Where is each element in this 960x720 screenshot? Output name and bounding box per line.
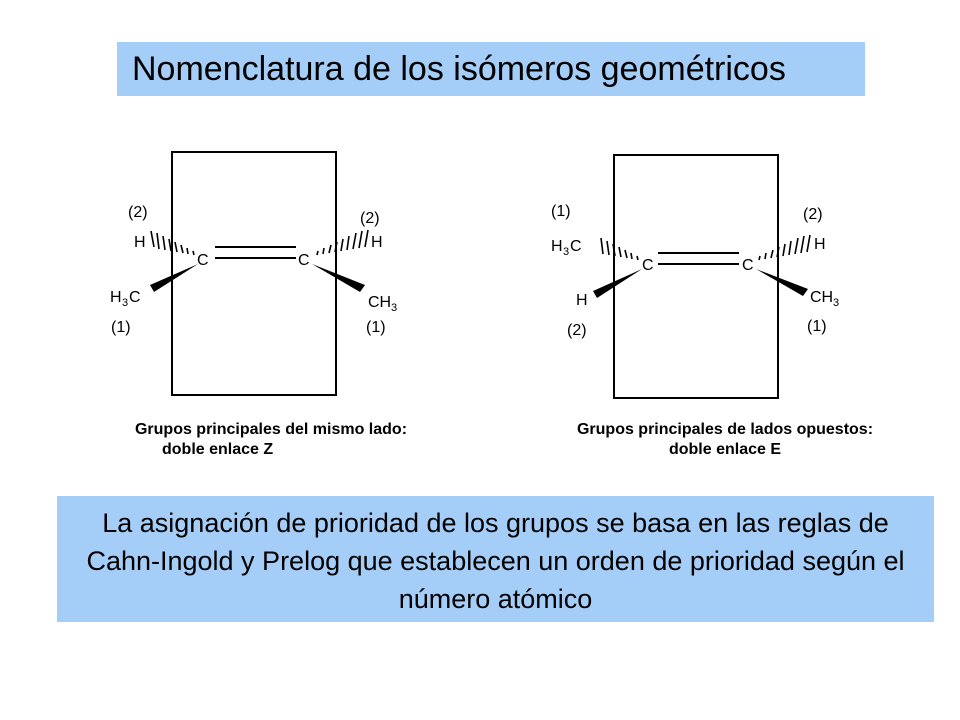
e-group-lower-right-ch: CH bbox=[810, 289, 834, 306]
e-caption bbox=[540, 420, 910, 460]
z-mirror-box bbox=[172, 152, 336, 395]
e-priority-lower-right: (1) bbox=[807, 318, 827, 335]
z-carbon-2: C bbox=[298, 252, 310, 269]
z-wedge-bond-lower-left bbox=[150, 264, 198, 292]
e-isomer-molecule bbox=[551, 155, 839, 398]
z-group-upper-left: H bbox=[134, 234, 146, 251]
e-wedge-bond-lower-left bbox=[593, 269, 642, 298]
e-group-lower-right-sub: 3 bbox=[833, 297, 840, 309]
z-isomer-molecule bbox=[110, 152, 397, 395]
e-carbon-2: C bbox=[742, 257, 754, 274]
e-group-lower-left: H bbox=[576, 292, 588, 309]
z-group-lower-right-sub: 3 bbox=[391, 302, 398, 314]
e-group-upper-right: H bbox=[814, 236, 826, 253]
z-hashed-bond-upper-right bbox=[317, 230, 368, 255]
e-hashed-bond-upper-right bbox=[759, 235, 810, 260]
z-group-upper-right: H bbox=[371, 234, 383, 251]
e-caption-line2: doble enlace E bbox=[668, 441, 782, 458]
e-mirror-box bbox=[614, 155, 778, 398]
z-priority-lower-left: (1) bbox=[111, 319, 131, 336]
e-priority-lower-left: (2) bbox=[567, 322, 587, 339]
e-carbon-1: C bbox=[642, 257, 654, 274]
z-group-lower-right-ch: CH bbox=[368, 294, 392, 311]
e-group-upper-left-sub: 3 bbox=[563, 246, 570, 258]
z-carbon-1: C bbox=[197, 252, 209, 269]
priority-note-text: La asignación de prioridad de los grupos se basa en las reglas de Cahn-Ingold y Prelog que establecen un orden de prioridad según el número atómico bbox=[86, 508, 905, 614]
e-priority-upper-right: (2) bbox=[803, 206, 823, 223]
e-group-upper-left-c: C bbox=[570, 238, 582, 255]
e-wedge-bond-lower-right bbox=[756, 269, 808, 296]
z-priority-lower-right: (1) bbox=[366, 319, 386, 336]
z-priority-upper-right: (2) bbox=[360, 210, 380, 227]
e-hashed-bond-upper-left bbox=[601, 238, 638, 260]
z-caption-line2: doble enlace Z bbox=[162, 441, 274, 458]
z-group-lower-left-h: H bbox=[110, 289, 122, 306]
priority-note-box bbox=[57, 496, 934, 622]
z-group-lower-left-c: C bbox=[129, 289, 141, 306]
z-wedge-bond-lower-right bbox=[312, 264, 365, 292]
e-priority-upper-left: (1) bbox=[551, 203, 571, 220]
e-group-upper-left-h: H bbox=[551, 238, 563, 255]
z-group-lower-left-sub: 3 bbox=[122, 297, 129, 309]
z-caption-line1: Grupos principales del mismo lado: bbox=[134, 421, 408, 438]
e-caption-line1: Grupos principales de lados opuestos: bbox=[576, 421, 874, 438]
z-priority-upper-left: (2) bbox=[128, 204, 148, 221]
z-caption bbox=[96, 420, 446, 460]
page-title: Nomenclatura de los isómeros geométricos bbox=[132, 50, 786, 88]
